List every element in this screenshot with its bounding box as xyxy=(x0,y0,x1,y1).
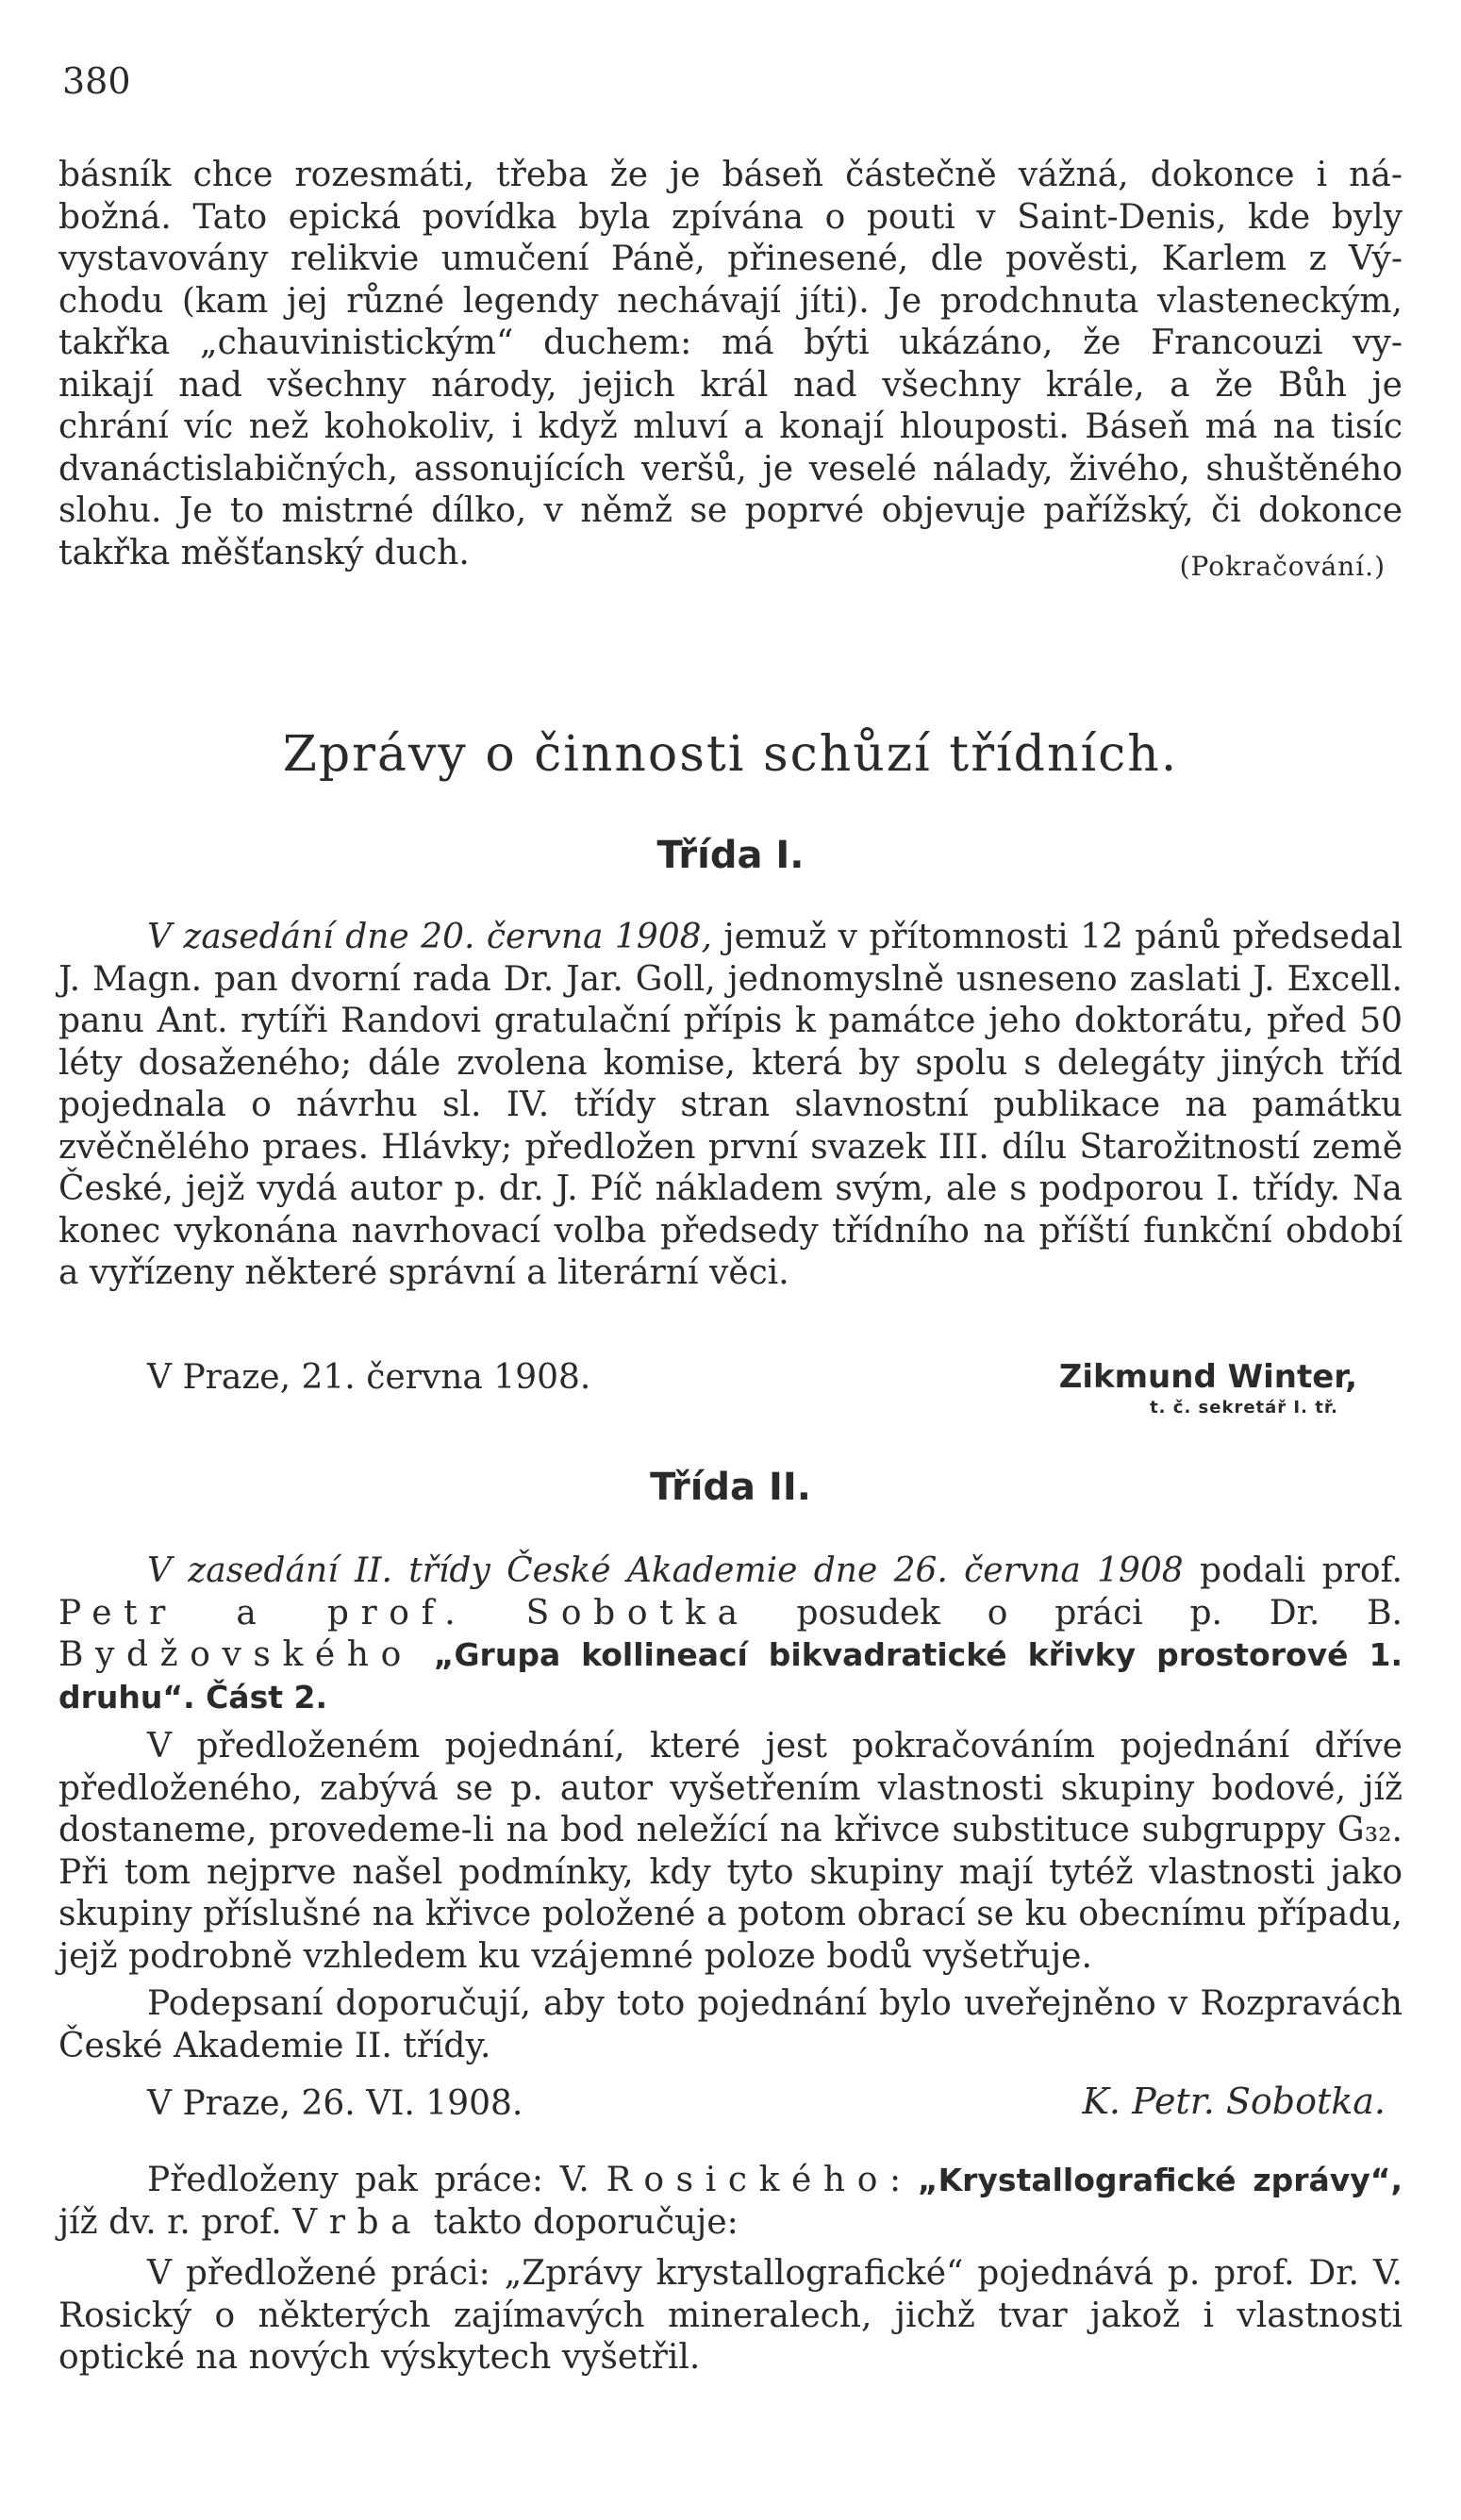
class-2-signature: K. Petr. Sobotka. xyxy=(1082,2081,1386,2122)
submitter-name: Rosického xyxy=(606,2161,889,2199)
recommender-name: Vrba xyxy=(292,2202,423,2242)
paper-title-2: „Krystallografické zprávy“, xyxy=(917,2162,1403,2198)
section-heading: Zprávy o činnosti schůzí třídních. xyxy=(282,726,1179,783)
meeting-report: jemuž v přítomnosti 12 pánů předsedal J. Magn. pan dvorní rada Dr. Jar. Goll, jednomyslně usneseno zaslati J. Excell. panu Ant. rytíři Randovi gratulační přípis k památce jeho doktorátu, před 50 léty dosaženého; dále zvolena komise, která by spolu s delegáty jiných tříd pojednala o návrhu sl. IV. třídy stran slavnostní publikace na památku zvěčnělého praes. Hlávky; předložen první svazek III. dílu Starožitností země České, jejž vydá autor p. dr. J. Píč nákladem svým, ale s podporou I. třídy. Na konec vykonána navrhovací volba předsedy třídního na příští funkční období a vyřízeny některé správní a literární věci. xyxy=(58,918,1403,1292)
class-1-dateline: V Praze, 21. června 1908. xyxy=(147,1358,591,1397)
class-1-heading: Třída I. xyxy=(656,834,805,877)
class-1-signature-title: t. č. sekretář I. tř. xyxy=(1150,1398,1338,1418)
intro-paragraph xyxy=(58,155,1403,574)
class-2-heading: Třída II. xyxy=(650,1466,811,1509)
intro-line: nikají nad všechny národy, jejich král nad všechny krále, a že Bůh je xyxy=(58,365,1403,405)
page-number: 380 xyxy=(62,60,131,102)
meeting-date-lead: V zasedání dne 20. června 1908, xyxy=(147,918,712,956)
class-2-body xyxy=(58,1550,1403,2067)
intro-line: chrání víc než kohokoliv, i když mluví a konají hlouposti. Báseň má na tisíc xyxy=(58,407,1403,446)
class-2-para-1: V zasedání II. třídy České Akademie dne 26. června 1908 podali prof. Petr a prof. Sobotka posudek o práci p. Dr. B. Bydžovského „Grupa kollineací bikvadratické křivky prostorové 1. druhu“. Část 2. xyxy=(58,1551,1403,1716)
intro-line: božná. Tato epická povídka byla zpívána o pouti v Saint-Denis, kde byly xyxy=(58,197,1403,237)
class-1-signature: Zikmund Winter, xyxy=(1058,1358,1357,1396)
class-1-paragraph xyxy=(58,917,1403,1295)
intro-line: takřka „chauvinistickým“ duchem: má býti ukázáno, že Francouzi vy- xyxy=(58,323,1403,362)
class-2-body-cont xyxy=(58,2160,1403,2379)
intro-line: dvanáctislabičných, assonujících veršů, je veselé nálady, živého, shuštěného xyxy=(58,449,1403,489)
class-2-para-5: V předložené práci: „Zprávy krystallografické“ pojednává p. prof. Dr. V. Rosický o některých zajímavých mineralech, jichž tvar jakož i vlastnosti optické na nových výskytech vyšetřil. xyxy=(58,2254,1403,2377)
continuation-note: (Pokračování.) xyxy=(1179,551,1386,582)
class-2-dateline: V Praze, 26. VI. 1908. xyxy=(147,2084,523,2123)
intro-line: takřka měšťanský duch. xyxy=(58,533,470,572)
class-2-para-3: Podepsaní doporučují, aby toto pojednání bylo uveřejněno v Rozpravách České Akademie II. třídy. xyxy=(58,1984,1403,2065)
author-name: Bydžovského xyxy=(58,1635,413,1674)
class-2-para-4: Předloženy pak práce: V. Rosického: „Krystallografické zprávy“, jíž dv. r. prof. Vrba takto doporučuje: xyxy=(58,2161,1403,2242)
intro-line: chodu (kam jej různé legendy nechávají jíti). Je prodchnuta vlasteneckým, xyxy=(58,281,1403,321)
intro-line: básník chce rozesmáti, třeba že je báseň částečně vážná, dokonce i ná- xyxy=(58,156,1403,194)
paper-title: „Grupa kollineací bikvadratické křivky prostorové 1. druhu“. Část 2. xyxy=(58,1636,1403,1716)
class-2-para-2: V předloženém pojednání, které jest pokračováním pojednání dříve předloženého, zabývá se p. autor vyšetřením vlastnosti skupiny bodové, jíž dostaneme, provedeme-li na bod neležící na křivce substituce subgruppy G₃₂. Při tom nejprve našel podmínky, kdy tyto skupiny mají tytéž vlastnosti jako skupiny příslušné na křivce položené a potom obrací se ku obecnímu případu, jejž podrobně vzhledem ku vzájemné poloze bodů vyšetřuje. xyxy=(58,1727,1403,1976)
intro-line: slohu. Je to mistrné dílko, v němž se poprvé objevuje pařížský, či dokonce xyxy=(58,491,1403,530)
reviewer-names: Petr a prof. Sobotka xyxy=(58,1593,750,1633)
intro-line: vystavovány relikvie umučení Páně, přinesené, dle pověsti, Karlem z Vý- xyxy=(58,240,1403,278)
